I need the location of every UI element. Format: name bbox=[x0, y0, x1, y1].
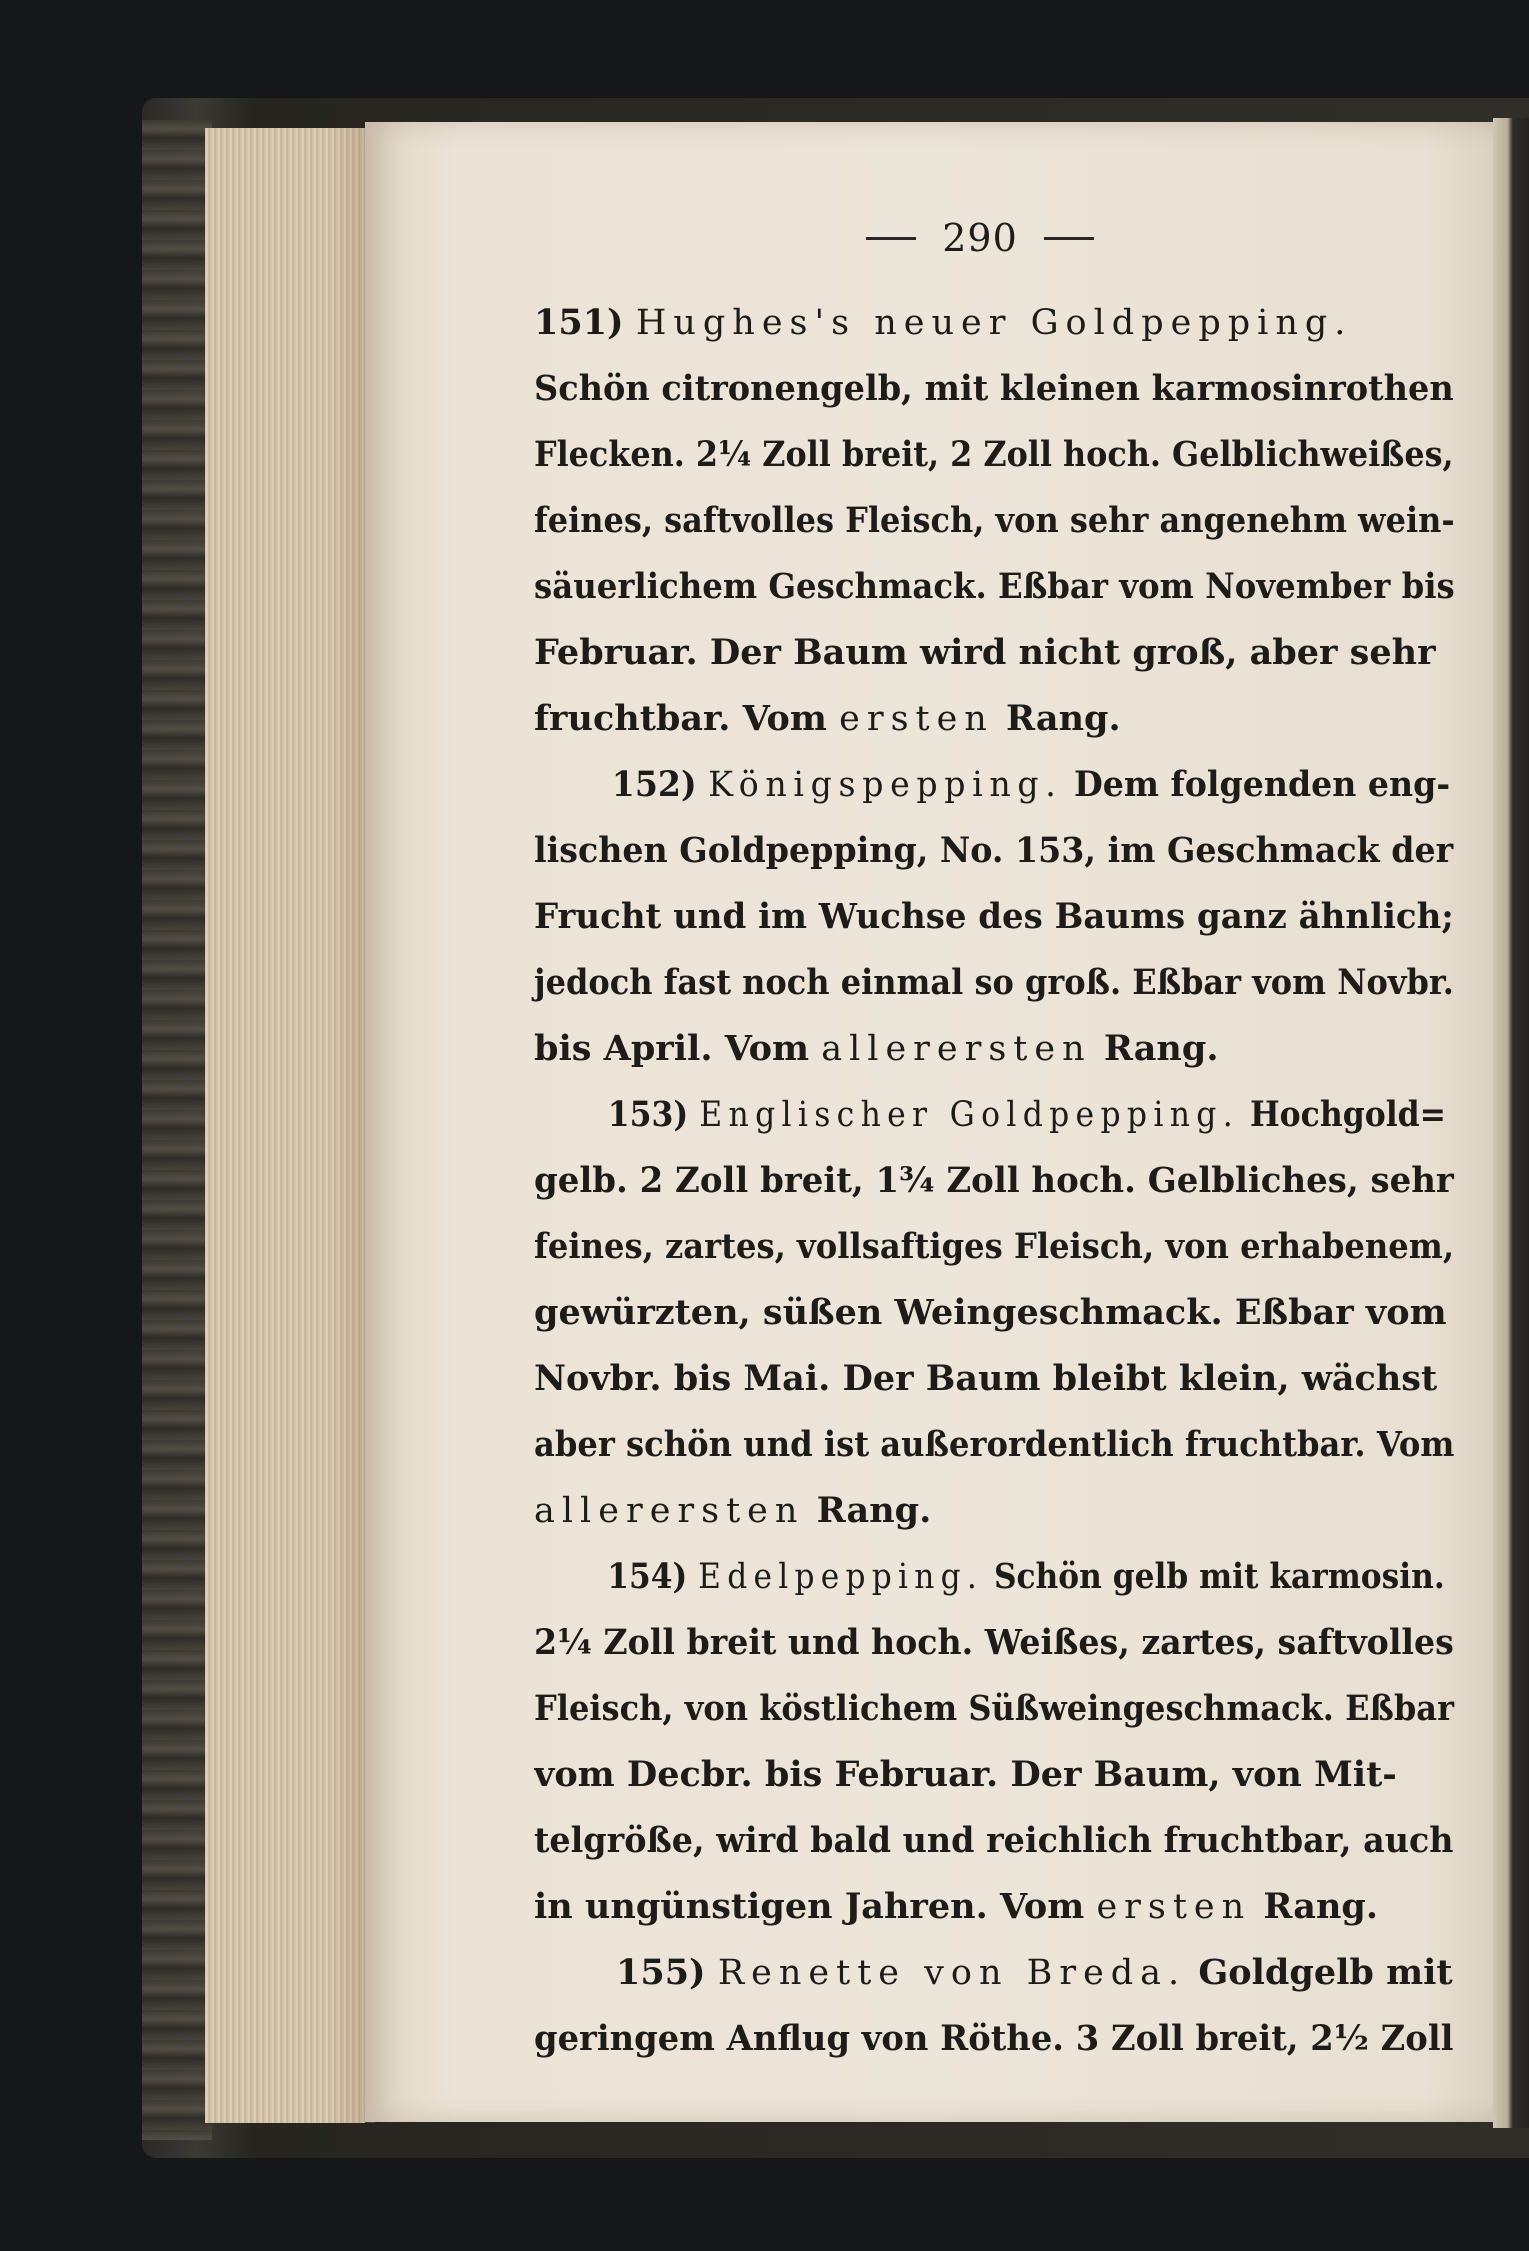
text-line bbox=[534, 1082, 1447, 1148]
line-text: Februar. Der Baum wird nicht groß, aber sehr bbox=[534, 632, 1436, 673]
spaced-heading-text: Königspepping. bbox=[708, 765, 1063, 805]
book-spine bbox=[142, 120, 212, 2140]
text-line bbox=[534, 422, 1454, 488]
text-line bbox=[534, 554, 1455, 620]
line-text: feines, zartes, vollsaftiges Fleisch, von erhabenem, bbox=[534, 1226, 1455, 1267]
line-text: in ungünstigen Jahren. Vom bbox=[534, 1886, 1097, 1927]
spaced-heading-text: allerersten bbox=[534, 1491, 805, 1531]
text-line bbox=[534, 818, 1454, 884]
line-text: geringem Anflug von Röthe. 3 Zoll breit, 2½ Zoll bbox=[534, 2018, 1454, 2059]
line-text: aber schön und ist außerordentlich fruchtbar. Vom bbox=[534, 1424, 1455, 1465]
line-text: Frucht und im Wuchse des Baums ganz ähnlich; bbox=[534, 896, 1454, 937]
line-text: 154) bbox=[607, 1556, 699, 1597]
text-line bbox=[534, 1016, 1454, 1082]
line-text: lischen Goldpepping, No. 153, im Geschmack der bbox=[534, 830, 1454, 871]
header-dash-left bbox=[866, 237, 916, 240]
line-text: vom Decbr. bis Februar. Der Baum, von Mit- bbox=[534, 1754, 1397, 1795]
facing-board bbox=[1493, 118, 1529, 2128]
line-text: Flecken. 2¼ Zoll breit, 2 Zoll hoch. Gelblichweißes, bbox=[534, 434, 1454, 475]
line-text: Schön gelb mit karmosin. bbox=[983, 1556, 1445, 1597]
line-text: 151) bbox=[534, 302, 636, 343]
text-line bbox=[534, 1676, 1454, 1742]
line-text: Rang. bbox=[804, 1490, 932, 1531]
text-line bbox=[534, 1214, 1455, 1280]
header-dash-right bbox=[1044, 237, 1094, 240]
text-line bbox=[534, 1544, 1445, 1610]
line-text: Dem folgenden eng- bbox=[1062, 764, 1451, 805]
text-line bbox=[534, 290, 1454, 356]
line-text: feines, saftvolles Fleisch, von sehr angenehm wein- bbox=[534, 500, 1455, 541]
text-line bbox=[534, 1478, 1454, 1544]
line-text: Rang. bbox=[993, 698, 1121, 739]
line-text: Rang. bbox=[1091, 1028, 1219, 1069]
text-line bbox=[534, 1940, 1454, 2006]
line-text: säuerlichem Geschmack. Eßbar vom November bis bbox=[534, 566, 1455, 607]
line-text: Rang. bbox=[1251, 1886, 1379, 1927]
text-line bbox=[534, 1148, 1454, 1214]
text-line bbox=[534, 2006, 1454, 2072]
line-text: bis April. Vom bbox=[534, 1028, 822, 1069]
line-text: Hochgold= bbox=[1238, 1094, 1447, 1135]
line-text: gewürzten, süßen Weingeschmack. Eßbar vom bbox=[534, 1292, 1447, 1333]
page-header bbox=[830, 208, 1130, 268]
line-text: fruchtbar. Vom bbox=[534, 698, 840, 739]
line-text: Goldgelb mit bbox=[1186, 1952, 1453, 1993]
text-line bbox=[534, 1610, 1454, 1676]
line-text: 155) bbox=[616, 1952, 718, 1993]
spaced-heading-text: allerersten bbox=[821, 1029, 1092, 1069]
text-line bbox=[534, 1742, 1454, 1808]
text-line bbox=[534, 620, 1454, 686]
text-line bbox=[534, 950, 1454, 1016]
text-line bbox=[534, 752, 1451, 818]
page-number: 290 bbox=[942, 216, 1018, 260]
line-text: 2¼ Zoll breit und hoch. Weißes, zartes, saftvolles bbox=[534, 1622, 1454, 1663]
page-body-text bbox=[534, 290, 1454, 2072]
spaced-heading-text: Hughes's neuer Goldpepping. bbox=[635, 303, 1353, 343]
text-line bbox=[534, 1874, 1454, 1940]
spaced-heading-text: Edelpepping. bbox=[698, 1557, 984, 1597]
line-text: Fleisch, von köstlichem Süßweingeschmack. Eßbar bbox=[534, 1688, 1454, 1729]
spaced-heading-text: Renette von Breda. bbox=[717, 1953, 1187, 1993]
line-text: Schön citronengelb, mit kleinen karmosinrothen bbox=[534, 368, 1454, 409]
text-line bbox=[534, 1346, 1454, 1412]
text-line bbox=[534, 884, 1454, 950]
line-text: Novbr. bis Mai. Der Baum bleibt klein, wächst bbox=[534, 1358, 1438, 1399]
spaced-heading-text: ersten bbox=[839, 699, 994, 739]
text-line bbox=[534, 1808, 1454, 1874]
spaced-heading-text: ersten bbox=[1096, 1887, 1252, 1927]
text-line bbox=[534, 356, 1454, 422]
text-line bbox=[534, 1280, 1454, 1346]
line-text: jedoch fast noch einmal so groß. Eßbar vom Novbr. bbox=[534, 962, 1454, 1003]
spaced-heading-text: Englischer Goldpepping. bbox=[699, 1095, 1239, 1135]
line-text: 153) bbox=[607, 1094, 700, 1135]
line-text: telgröße, wird bald und reichlich fruchtbar, auch bbox=[534, 1820, 1454, 1861]
text-line bbox=[534, 686, 1454, 752]
line-text: 152) bbox=[611, 764, 709, 805]
line-text: gelb. 2 Zoll breit, 1¾ Zoll hoch. Gelbliches, sehr bbox=[534, 1160, 1454, 1201]
text-line bbox=[534, 488, 1455, 554]
text-line bbox=[534, 1412, 1455, 1478]
